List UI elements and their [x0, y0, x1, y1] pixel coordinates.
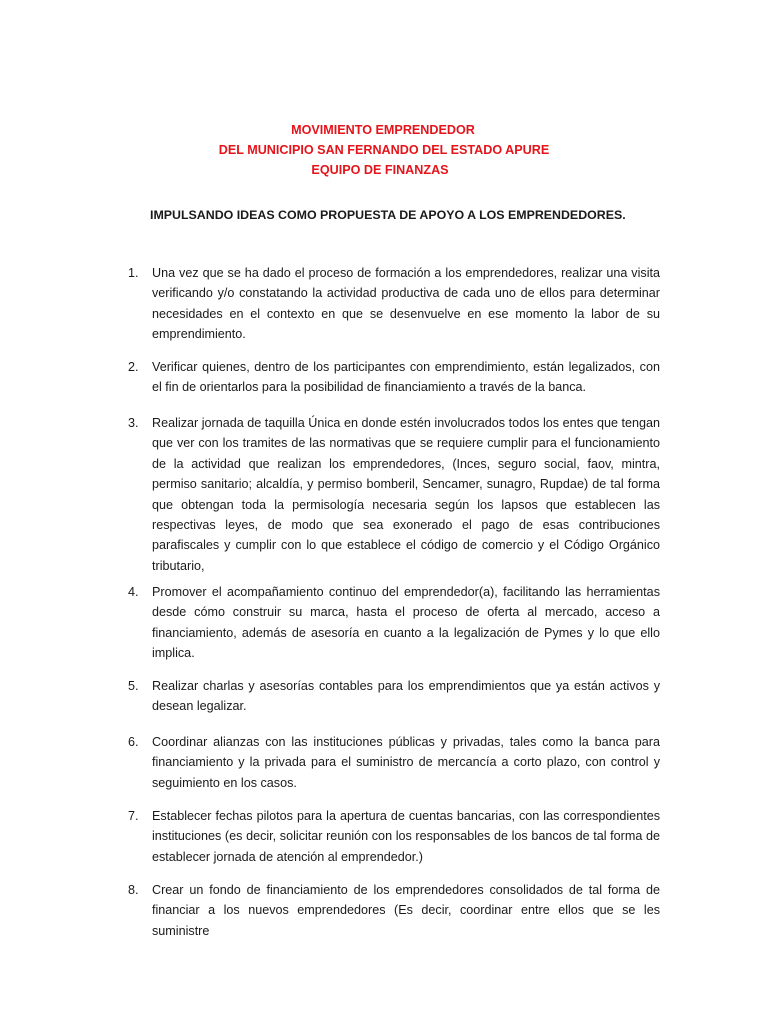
list-item-number: 8.: [128, 883, 139, 897]
list-item-number: 2.: [128, 360, 139, 374]
list-item-number: 6.: [128, 735, 139, 749]
list-item-text: Crear un fondo de financiamiento de los emprendedores consolidados de tal forma de financiar a los nuevos emprendedores (Es decir, coordinar entre ellos que se les suministre: [152, 883, 660, 938]
header-title-line-3: EQUIPO DE FINANZAS: [311, 163, 449, 177]
list-item-text: Verificar quienes, dentro de los participantes con emprendimiento, están legalizados, con el fin de orientarlos para la posibilidad de financiamiento a través de la banca.: [152, 360, 660, 395]
list-item-number: 4.: [128, 585, 139, 599]
list-item-number: 1.: [128, 266, 139, 280]
list-item-text: Establecer fechas pilotos para la apertura de cuentas bancarias, con las correspondientes instituciones (es decir, solicitar reunión con los responsables de los bancos de tal forma de establecer jornada de atención al emprendedor.): [152, 809, 660, 864]
header-title-line-2: DEL MUNICIPIO SAN FERNANDO DEL ESTADO APURE: [218, 143, 550, 157]
list-item-number: 3.: [128, 416, 139, 430]
list-item-number: 5.: [128, 679, 139, 693]
list-item-text: Una vez que se ha dado el proceso de formación a los emprendedores, realizar una visita verificando y/o constatando la actividad productiva de cada uno de ellos para determinar necesidades en el contexto en que se desenvuelve en ese momento la labor de su emprendimiento.: [152, 266, 660, 342]
document-header: [0, 120, 768, 180]
header-title-line-1: MOVIMIENTO EMPRENDEDOR: [291, 123, 475, 137]
list-item-text: Promover el acompañamiento continuo del emprendedor(a), facilitando las herramientas desde cómo construir su marca, hasta el proceso de oferta al mercado, acceso a financiamiento, además de asesoría en cuanto a la legalización de Pymes y lo que ello implica.: [152, 585, 660, 661]
list-item-text: Coordinar alianzas con las instituciones públicas y privadas, tales como la banca para financiamiento y la privada para el suministro de mercancía a corto plazo, con control y seguimiento en los casos.: [152, 735, 660, 790]
document-subtitle: IMPULSANDO IDEAS COMO PROPUESTA DE APOYO A LOS EMPRENDEDORES.: [150, 208, 626, 222]
list-item-text: Realizar jornada de taquilla Única en donde estén involucrados todos los entes que tengan que ver con los tramites de las normativas que se requiere cumplir para el funcionamiento de la actividad que realizan los emprendedores, (Inces, seguro social, faov, mintra, permiso sanitario; alcaldía, y permiso bomberil, Sencamer, sunagro, Rupdae) de tal forma que obtengan toda la permisología necesaria según los lapsos que establecen las respectivas leyes, de modo que sea exonerado el pago de esas contribuciones parafiscales y cumplir con lo que establece el código de comercio y el Código Orgánico tributario,: [152, 416, 660, 573]
list-item-number: 7.: [128, 809, 139, 823]
list-item-text: Realizar charlas y asesorías contables para los emprendimientos que ya están activos y desean legalizar.: [152, 679, 660, 714]
